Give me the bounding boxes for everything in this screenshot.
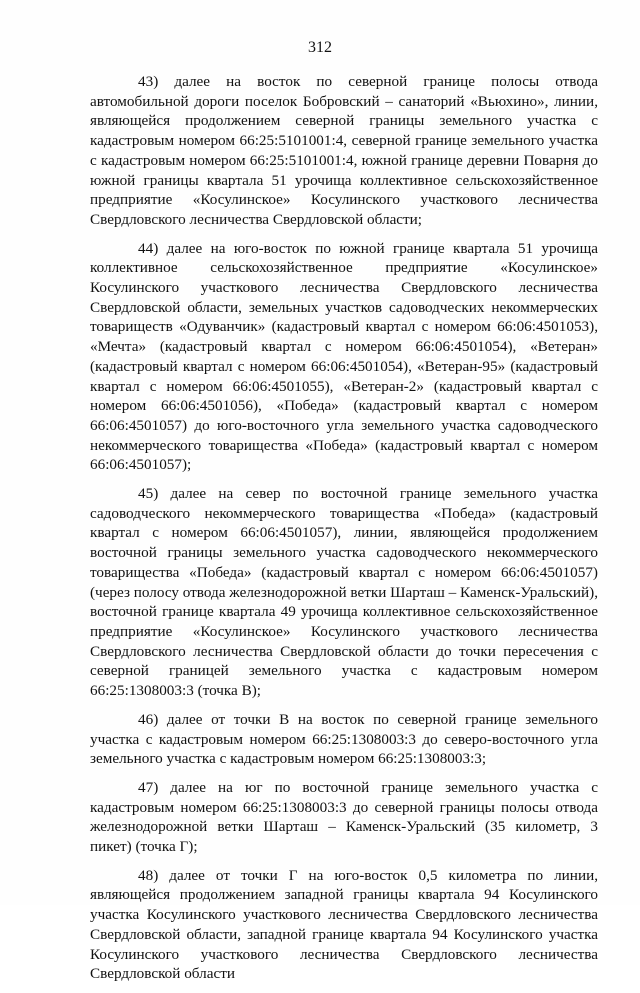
paragraph-43: 43) далее на восток по северной границе полосы отвода автомобильной дороги поселок Бобровский – санаторий «Вьюхино», линии, являющейся продолжением северной границы земельного участка с кадастровым номером 66:25:5101001:4, северной границе земельного участка с кадастровым номером 66:25:5101001:4, южной границе деревни Поварня до южной границы квартала 51 урочища коллективное сельскохозяйственное предприятие «Косулинское» Косулинского участкового лесничества Свердловского лесничества Свердловской области; (90, 73, 598, 228)
page-number: 312 (308, 39, 332, 56)
paragraph-47: 47) далее на юг по восточной границе земельного участка с кадастровым номером 66:25:1308003:3 до северной границы полосы отвода железнодорожной ветки Шарташ – Каменск-Уральский (35 километр, 3 пикет) (точка Г); (90, 778, 598, 856)
paragraph-45: 45) далее на север по восточной границе земельного участка садоводческого некоммерческого товарищества «Победа» (кадастровый квартал с номером 66:06:4501057), линии, являющейся продолжением восточной границы земельного участка садоводческого некоммерческого товарищества «Победа» (кадастровый квартал с номером 66:06:4501057) (через полосу отвода железнодорожной ветки Шарташ – Каменск-Уральский), восточной границе квартала 49 урочища коллективное сельскохозяйственное предприятие «Косулинское» Косулинского участкового лесничества Свердловского лесничества Свердловской области до точки пересечения с северной границей земельного участка с кадастровым номером 66:25:1308003:3 (точка В); (90, 485, 598, 700)
paragraph-44: 44) далее на юго-восток по южной границе квартала 51 урочища коллективное сельскохозяйственное предприятие «Косулинское» Косулинского участкового лесничества Свердловского лесничества Свердловской области, земельных участков садоводческих некоммерческих товариществ «Одуванчик» (кадастровый квартал с номером 66:06:4501053), «Мечта» (кадастровый квартал с номером 66:06:4501054), «Ветеран» (кадастровый квартал с номером 66:06:4501054), «Ветеран-95» (кадастровый квартал с номером 66:06:4501055), «Ветеран-2» (кадастровый квартал с номером 66:06:4501056), «Победа» (кадастровый квартал с номером 66:06:4501057) до юго-восточного угла земельного участка садоводческого некоммерческого товарищества «Победа» (кадастровый квартал с номером 66:06:4501057); (90, 239, 598, 474)
document-body (90, 72, 598, 993)
paragraph-48: 48) далее от точки Г на юго-восток 0,5 километра по линии, являющейся продолжением западной границы квартала 94 Косулинского участка Косулинского участкового лесничества Свердловского лесничества Свердловской области, западной границе квартала 94 Косулинского участка Косулинского участкового лесничества Свердловского лесничества Свердловской области (90, 866, 598, 983)
paragraph-46: 46) далее от точки В на восток по северной границе земельного участка с кадастровым номером 66:25:1308003:3 до северо-восточного угла земельного участка с кадастровым номером 66:25:1308003:3; (90, 710, 598, 768)
